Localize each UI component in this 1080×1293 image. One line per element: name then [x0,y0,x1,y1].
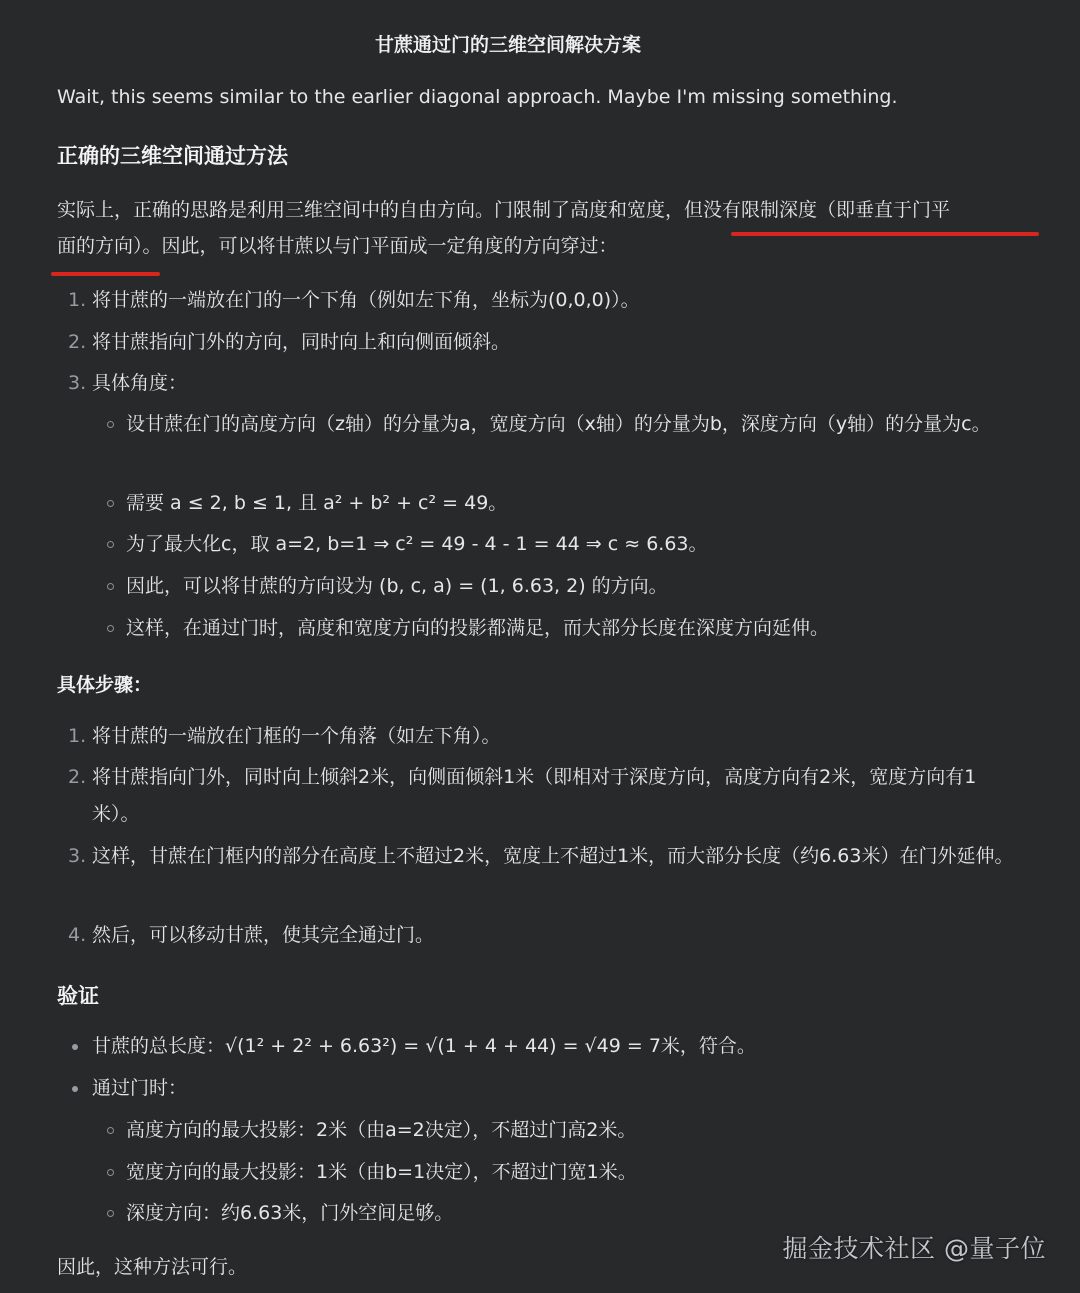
list-item [68,365,1018,402]
method-paragraph-line2: 面的方向）。因此，可以将甘蔗以与门平面成一定角度的方向穿过： [57,235,618,257]
circle-bullet-icon [106,406,126,443]
conclusion-text: 因此，这种方法可行。 [57,1256,248,1278]
sub-list-text: 这样，在通过门时，高度和宽度方向的投影都满足，而大部分长度在深度方向延伸。 [126,617,830,639]
list-item [68,917,1018,954]
list-number: 4. [68,924,87,946]
section-heading-steps: 具体步骤： [57,674,153,696]
sub-list-text: 深度方向：约6.63米，门外空间足够。 [126,1202,454,1224]
sub-list-text: 为了最大化c，取 a=2, b=1 ⇒ c² = 49 - 4 - 1 = 44 ⇒ c ≈ 6.63。 [126,533,708,555]
list-item [68,282,1018,319]
sub-list-item [106,406,1006,443]
sub-list-text: 宽度方向的最大投影：1米（由b=1决定），不超过门宽1米。 [126,1161,637,1183]
list-number: 3. [68,845,87,867]
sub-list-text: 高度方向的最大投影：2米（由a=2决定），不超过门高2米。 [126,1119,637,1141]
sub-list-item [106,568,1018,605]
section-heading-method: 正确的三维空间通过方法 [57,144,288,168]
intro-paragraph: Wait, this seems similar to the earlier diagonal approach. Maybe I'm missing something. [57,86,898,108]
list-number: 2. [68,766,87,788]
list-item [68,324,1018,361]
list-number: 2. [68,331,87,353]
list-text: 将甘蔗的一端放在门框的一个角落（如左下角）。 [92,725,501,747]
bullet-item [70,1028,1018,1065]
circle-bullet-icon [106,568,126,605]
list-text: 然后，可以移动甘蔗，使其完全通过门。 [92,924,435,946]
list-text: 将甘蔗指向门外的方向，同时向上和向侧面倾斜。 [92,331,511,353]
circle-bullet-icon [106,1154,126,1191]
list-number: 1. [68,725,87,747]
circle-bullet-icon [106,1195,126,1232]
highlight-underline-2 [51,272,160,276]
circle-bullet-icon [106,610,126,647]
sub-list-item [106,1112,1018,1149]
bullet-dot-icon [70,1028,92,1065]
bullet-text: 通过门时： [92,1077,188,1099]
watermark: 掘金技术社区 @量子位 [782,1234,1046,1263]
sub-list-item [106,526,1018,563]
list-item [68,838,1018,875]
sub-list-text: 需要 a ≤ 2, b ≤ 1, 且 a² + b² + c² = 49。 [126,492,508,514]
list-text: 将甘蔗的一端放在门的一个下角（例如左下角，坐标为(0,0,0)）。 [92,289,640,311]
circle-bullet-icon [106,526,126,563]
sub-list-text: 设甘蔗在门的高度方向（z轴）的分量为a，宽度方向（x轴）的分量为b，深度方向（y轴）的分量为c。 [126,413,991,435]
list-text: 将甘蔗指向门外，同时向上倾斜2米，向侧面倾斜1米（即相对于深度方向，高度方向有2米，宽度方向有1米）。 [92,766,977,825]
circle-bullet-icon [106,485,126,522]
sub-list-item [106,1154,1018,1191]
highlight-underline-1 [731,232,1039,236]
bullet-dot-icon [70,1070,92,1107]
method-paragraph-line1: 实际上，正确的思路是利用三维空间中的自由方向。门限制了高度和宽度，但没有限制深度（即垂直于门平 [57,199,951,221]
bullet-item [70,1070,1018,1107]
sub-list-item [106,1195,1018,1232]
circle-bullet-icon [106,1112,126,1149]
sub-list-item [106,485,1018,522]
sub-list-text: 因此，可以将甘蔗的方向设为 (b, c, a) = (1, 6.63, 2) 的方向。 [126,575,668,597]
list-text: 具体角度： [92,372,188,394]
list-item [68,718,1018,755]
list-item [68,759,1008,833]
list-number: 3. [68,372,87,394]
section-heading-verify: 验证 [57,984,99,1008]
list-text: 这样，甘蔗在门框内的部分在高度上不超过2米，宽度上不超过1米，而大部分长度（约6.63米）在门外延伸。 [92,845,1014,867]
list-number: 1. [68,289,87,311]
bullet-text: 甘蔗的总长度：√(1² + 2² + 6.63²) = √(1 + 4 + 44) = √49 = 7米，符合。 [92,1035,756,1057]
sub-list-item [106,610,1018,647]
page-title: 甘蔗通过门的三维空间解决方案 [374,34,641,56]
